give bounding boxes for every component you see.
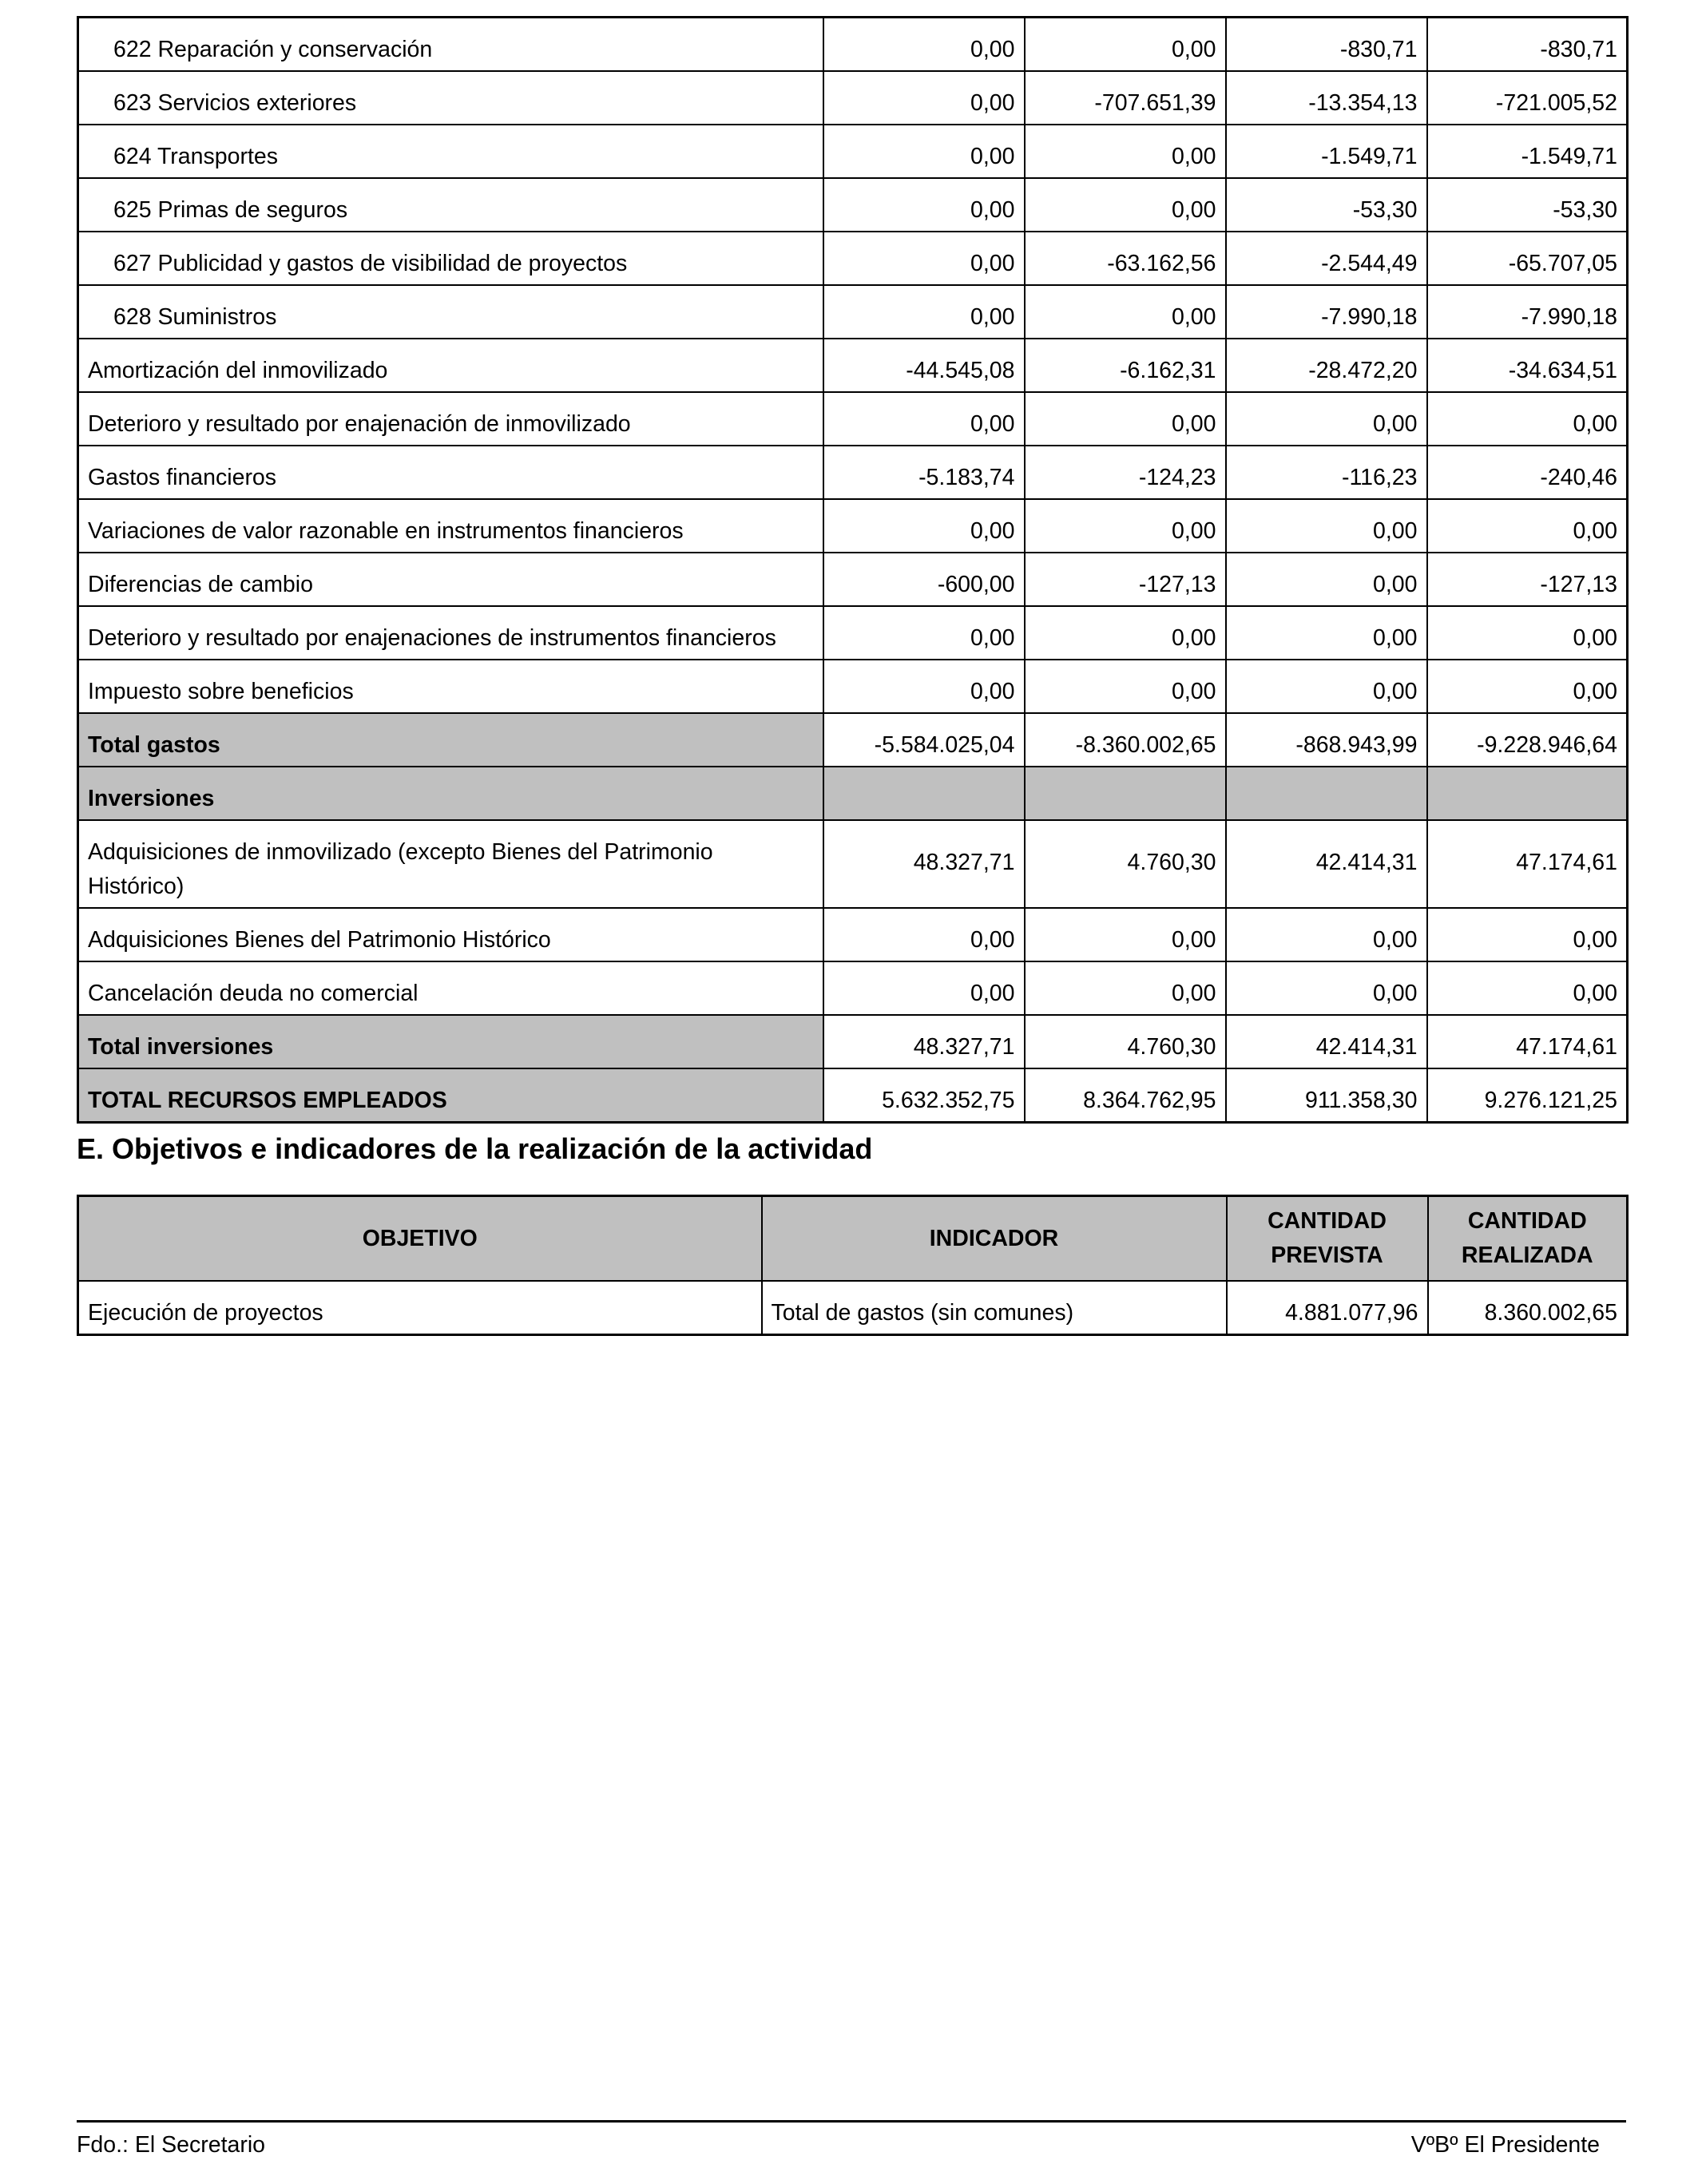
cell-value: 0,00 — [1025, 660, 1226, 713]
total-recursos-row — [78, 1068, 1628, 1123]
cell-value: 0,00 — [1025, 18, 1226, 72]
cell-value: -28.472,20 — [1226, 339, 1427, 392]
cell-value: -65.707,05 — [1427, 232, 1628, 285]
realizada-cell: 8.360.002,65 — [1428, 1281, 1628, 1335]
row-label: 624 Transportes — [78, 125, 823, 178]
cell-value: 0,00 — [1427, 908, 1628, 961]
cell-value: -9.228.946,64 — [1427, 713, 1628, 767]
cell-value: 0,00 — [823, 961, 1025, 1015]
table-row — [78, 1281, 1628, 1335]
row-label: Total inversiones — [78, 1015, 823, 1068]
cell-value: 0,00 — [1226, 392, 1427, 446]
cell-value: 0,00 — [1226, 499, 1427, 553]
header-indicador: INDICADOR — [762, 1196, 1227, 1282]
cell-value: -7.990,18 — [1427, 285, 1628, 339]
table-row — [78, 499, 1628, 553]
table-row — [78, 178, 1628, 232]
cell-value: 4.760,30 — [1025, 820, 1226, 908]
indicador-cell: Total de gastos (sin comunes) — [762, 1281, 1227, 1335]
table-header-row — [78, 1196, 1628, 1282]
header-line: REALIZADA — [1461, 1243, 1593, 1268]
cell-value: 0,00 — [1427, 961, 1628, 1015]
cell-value: -868.943,99 — [1226, 713, 1427, 767]
cell-value: -721.005,52 — [1427, 71, 1628, 125]
cell-value: 0,00 — [1025, 392, 1226, 446]
signature-secretario: Fdo.: El Secretario — [77, 2132, 266, 2158]
row-label: Variaciones de valor razonable en instrumentos financieros — [78, 499, 823, 553]
cell-value: 0,00 — [823, 18, 1025, 72]
signature-presidente: VºBº El Presidente — [1410, 2132, 1600, 2158]
cell-value: 0,00 — [1025, 178, 1226, 232]
cell-value: 0,00 — [823, 178, 1025, 232]
row-label: Cancelación deuda no comercial — [78, 961, 823, 1015]
cell-value: -1.549,71 — [1427, 125, 1628, 178]
table-row — [78, 553, 1628, 606]
cell-value: 47.174,61 — [1427, 820, 1628, 908]
row-label: 623 Servicios exteriores — [78, 71, 823, 125]
empty-cell — [1427, 767, 1628, 820]
cell-value: 0,00 — [1025, 606, 1226, 660]
row-label: Adquisiciones de inmovilizado (excepto Bienes del Patrimonio Histórico) — [78, 820, 823, 908]
cell-value: 9.276.121,25 — [1427, 1068, 1628, 1123]
row-label: 627 Publicidad y gastos de visibilidad de proyectos — [78, 232, 823, 285]
cell-value: -127,13 — [1427, 553, 1628, 606]
table-row — [78, 339, 1628, 392]
cell-value: -1.549,71 — [1226, 125, 1427, 178]
row-label: TOTAL RECURSOS EMPLEADOS — [78, 1068, 823, 1123]
cell-value: -240,46 — [1427, 446, 1628, 499]
cell-value: -5.584.025,04 — [823, 713, 1025, 767]
cell-value: -600,00 — [823, 553, 1025, 606]
row-label: Amortización del inmovilizado — [78, 339, 823, 392]
cell-value: 8.364.762,95 — [1025, 1068, 1226, 1123]
cell-value: 0,00 — [1025, 499, 1226, 553]
cell-value: -13.354,13 — [1226, 71, 1427, 125]
cell-value: 0,00 — [1025, 908, 1226, 961]
cell-value: -5.183,74 — [823, 446, 1025, 499]
section-title: E. Objetivos e indicadores de la realización de la actividad — [77, 1132, 873, 1165]
cell-value: 48.327,71 — [823, 820, 1025, 908]
row-label: Deterioro y resultado por enajenaciones de instrumentos financieros — [78, 606, 823, 660]
table-row — [78, 961, 1628, 1015]
cell-value: -7.990,18 — [1226, 285, 1427, 339]
cell-value: 0,00 — [1226, 961, 1427, 1015]
cell-value: -2.544,49 — [1226, 232, 1427, 285]
cell-value: -34.634,51 — [1427, 339, 1628, 392]
cell-value: -6.162,31 — [1025, 339, 1226, 392]
cell-value: 0,00 — [1226, 553, 1427, 606]
cell-value: 5.632.352,75 — [823, 1068, 1025, 1123]
cell-value: 0,00 — [1427, 606, 1628, 660]
table-row — [78, 71, 1628, 125]
empty-cell — [1025, 767, 1226, 820]
row-label: 622 Reparación y conservación — [78, 18, 823, 72]
row-label: Impuesto sobre beneficios — [78, 660, 823, 713]
cell-value: 0,00 — [823, 71, 1025, 125]
cell-value: -53,30 — [1427, 178, 1628, 232]
table-row — [78, 232, 1628, 285]
cell-value: 0,00 — [1427, 499, 1628, 553]
cell-value: 42.414,31 — [1226, 1015, 1427, 1068]
header-line: CANTIDAD — [1467, 1208, 1587, 1234]
cell-value: 0,00 — [823, 125, 1025, 178]
cell-value: 0,00 — [1226, 908, 1427, 961]
row-label: 628 Suministros — [78, 285, 823, 339]
table-row — [78, 18, 1628, 72]
inversiones-header-row — [78, 767, 1628, 820]
cell-value: 0,00 — [823, 660, 1025, 713]
cell-value: 0,00 — [1025, 125, 1226, 178]
header-objetivo: OBJETIVO — [78, 1196, 762, 1282]
cell-value: 48.327,71 — [823, 1015, 1025, 1068]
cell-value: 4.760,30 — [1025, 1015, 1226, 1068]
row-label: Diferencias de cambio — [78, 553, 823, 606]
cell-value: 0,00 — [1427, 660, 1628, 713]
row-label: Inversiones — [78, 767, 823, 820]
cell-value: 0,00 — [823, 232, 1025, 285]
cell-value: 0,00 — [823, 285, 1025, 339]
cell-value: 0,00 — [1226, 660, 1427, 713]
total-inversiones-row — [78, 1015, 1628, 1068]
cell-value: -127,13 — [1025, 553, 1226, 606]
signature-divider — [77, 2120, 1626, 2123]
cell-value: 0,00 — [823, 392, 1025, 446]
cell-value: 0,00 — [823, 908, 1025, 961]
cell-value: 0,00 — [1025, 961, 1226, 1015]
total-gastos-row — [78, 713, 1628, 767]
cell-value: -830,71 — [1226, 18, 1427, 72]
cell-value: 0,00 — [823, 606, 1025, 660]
prevista-cell: 4.881.077,96 — [1227, 1281, 1428, 1335]
cell-value: 0,00 — [1226, 606, 1427, 660]
table-row — [78, 285, 1628, 339]
expenses-table — [77, 16, 1629, 1124]
cell-value: 42.414,31 — [1226, 820, 1427, 908]
cell-value: 47.174,61 — [1427, 1015, 1628, 1068]
cell-value: -830,71 — [1427, 18, 1628, 72]
cell-value: -124,23 — [1025, 446, 1226, 499]
cell-value: 0,00 — [1427, 392, 1628, 446]
objectives-table — [77, 1195, 1629, 1336]
table-row — [78, 820, 1628, 908]
row-label: 625 Primas de seguros — [78, 178, 823, 232]
empty-cell — [823, 767, 1025, 820]
cell-value: -53,30 — [1226, 178, 1427, 232]
row-label: Total gastos — [78, 713, 823, 767]
row-label: Gastos financieros — [78, 446, 823, 499]
table-row — [78, 125, 1628, 178]
empty-cell — [1226, 767, 1427, 820]
row-label: Deterioro y resultado por enajenación de inmovilizado — [78, 392, 823, 446]
table-row — [78, 660, 1628, 713]
table-row — [78, 908, 1628, 961]
header-line: PREVISTA — [1271, 1243, 1383, 1268]
cell-value: -8.360.002,65 — [1025, 713, 1226, 767]
cell-value: 911.358,30 — [1226, 1068, 1427, 1123]
header-line: CANTIDAD — [1268, 1208, 1387, 1234]
cell-value: -63.162,56 — [1025, 232, 1226, 285]
header-cantidad-realizada — [1428, 1196, 1628, 1282]
table-row — [78, 392, 1628, 446]
cell-value: -707.651,39 — [1025, 71, 1226, 125]
row-label: Adquisiciones Bienes del Patrimonio Histórico — [78, 908, 823, 961]
objetivo-cell: Ejecución de proyectos — [78, 1281, 762, 1335]
table-row — [78, 446, 1628, 499]
cell-value: 0,00 — [823, 499, 1025, 553]
table-row — [78, 606, 1628, 660]
header-cantidad-prevista — [1227, 1196, 1428, 1282]
cell-value: -116,23 — [1226, 446, 1427, 499]
cell-value: 0,00 — [1025, 285, 1226, 339]
cell-value: -44.545,08 — [823, 339, 1025, 392]
